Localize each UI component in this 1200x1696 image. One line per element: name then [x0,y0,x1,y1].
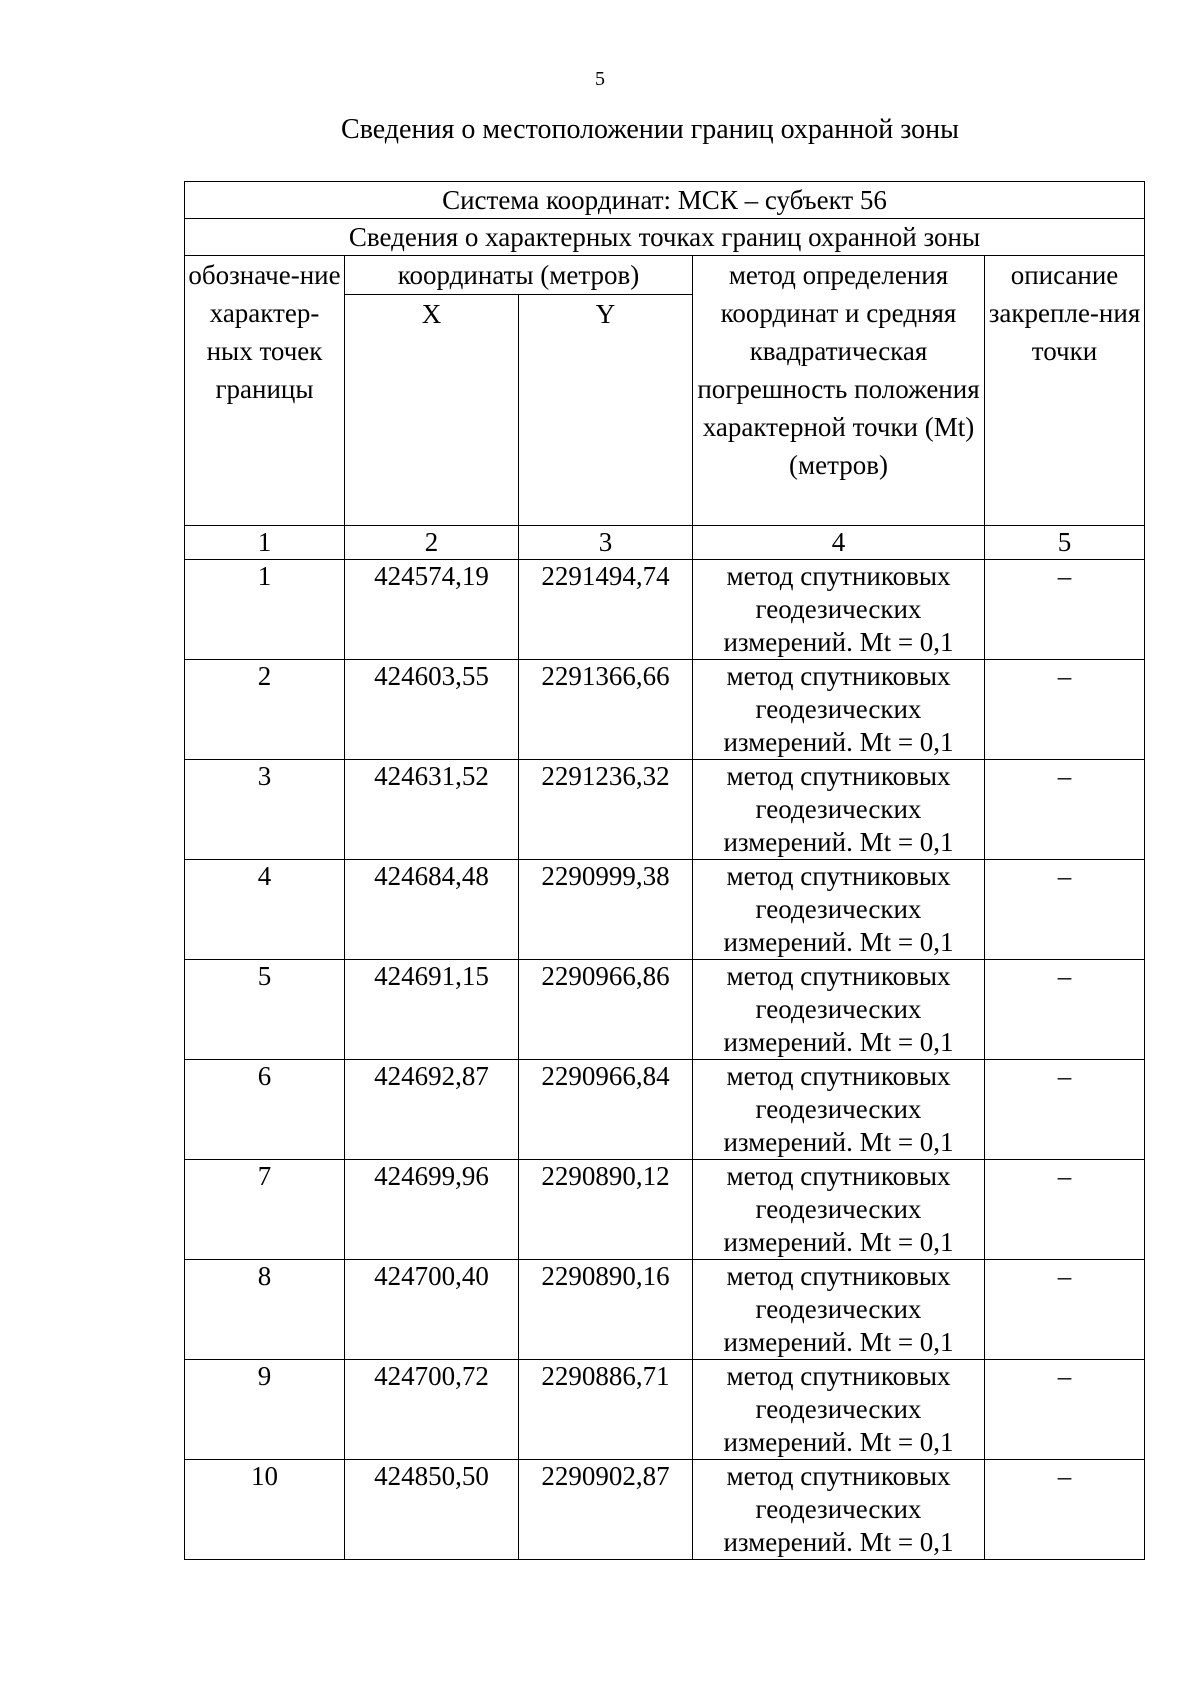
y-coordinate-cell: 2290902,87 [519,1460,693,1560]
method-cell [693,1360,985,1460]
method-text-line: геодезических [755,1194,922,1224]
method-text-line: геодезических [755,1094,922,1124]
table-header-row [185,182,1145,219]
method-text-line: метод спутниковых [726,561,951,591]
method-cell [693,1260,985,1360]
header-coordinates: координаты (метров) [345,256,693,295]
y-coordinate-cell: 2290890,12 [519,1160,693,1260]
method-text-line: метод спутниковых [726,861,951,891]
y-coordinate-cell: 2291236,32 [519,760,693,860]
table-row [185,1260,1145,1360]
method-text-line: измерений. Mt = 0,1 [723,1527,954,1557]
method-text-line: измерений. Mt = 0,1 [723,1427,954,1457]
header-x: X [345,295,519,526]
column-number: 4 [693,526,985,560]
method-text-line: геодезических [755,794,922,824]
header-y: Y [519,295,693,526]
y-coordinate-cell: 2290966,84 [519,1060,693,1160]
method-text-line: метод спутниковых [726,761,951,791]
y-coordinate-cell: 2290886,71 [519,1360,693,1460]
method-cell [693,560,985,660]
header-description: описание закрепле-ния точки [985,256,1145,526]
method-text-line: измерений. Mt = 0,1 [723,627,954,657]
point-number-cell: 7 [185,1160,345,1260]
method-cell [693,860,985,960]
description-cell: – [985,560,1145,660]
table-header-row [185,256,1145,295]
description-cell: – [985,660,1145,760]
column-number: 1 [185,526,345,560]
column-number: 3 [519,526,693,560]
x-coordinate-cell: 424631,52 [345,760,519,860]
method-text-line: метод спутниковых [726,1261,951,1291]
method-text-line: метод спутниковых [726,1361,951,1391]
header-designation: обозначе-ние характер-ных точек границы [185,256,345,526]
method-text-line: измерений. Mt = 0,1 [723,727,954,757]
method-cell [693,960,985,1060]
y-coordinate-cell: 2290966,86 [519,960,693,1060]
x-coordinate-cell: 424684,48 [345,860,519,960]
table-row [185,660,1145,760]
method-text-line: геодезических [755,894,922,924]
description-cell: – [985,960,1145,1060]
method-text-line: измерений. Mt = 0,1 [723,1127,954,1157]
x-coordinate-cell: 424700,40 [345,1260,519,1360]
description-cell: – [985,1460,1145,1560]
coordinates-table [184,181,1145,1560]
column-number: 2 [345,526,519,560]
point-number-cell: 5 [185,960,345,1060]
method-text-line: метод спутниковых [726,1461,951,1491]
description-cell: – [985,1060,1145,1160]
method-text-line: измерений. Mt = 0,1 [723,1227,954,1257]
header-method: метод определения координат и средняя квадратическая погрешность положения характерной точки (Mt) (метров) [693,256,985,526]
point-number-cell: 10 [185,1460,345,1560]
y-coordinate-cell: 2290999,38 [519,860,693,960]
table-body [185,560,1145,1560]
x-coordinate-cell: 424691,15 [345,960,519,1060]
method-text-line: измерений. Mt = 0,1 [723,927,954,957]
page-title: Сведения о местоположении границ охранной зоны [341,114,959,145]
method-text-line: геодезических [755,694,922,724]
table-row [185,960,1145,1060]
method-text-line: метод спутниковых [726,661,951,691]
table-row [185,1460,1145,1560]
x-coordinate-cell: 424700,72 [345,1360,519,1460]
x-coordinate-cell: 424699,96 [345,1160,519,1260]
table-row [185,560,1145,660]
description-cell: – [985,1160,1145,1260]
method-cell [693,660,985,760]
points-info-cell: Сведения о характерных точках границ охранной зоны [185,219,1145,256]
description-cell: – [985,1260,1145,1360]
description-cell: – [985,760,1145,860]
column-number-row [185,526,1145,560]
method-text-line: измерений. Mt = 0,1 [723,1327,954,1357]
method-cell [693,1160,985,1260]
y-coordinate-cell: 2291494,74 [519,560,693,660]
point-number-cell: 8 [185,1260,345,1360]
y-coordinate-cell: 2291366,66 [519,660,693,760]
point-number-cell: 4 [185,860,345,960]
table-row [185,1360,1145,1460]
table-header-row [185,219,1145,256]
method-text-line: геодезических [755,1394,922,1424]
x-coordinate-cell: 424850,50 [345,1460,519,1560]
column-number: 5 [985,526,1145,560]
method-text-line: геодезических [755,594,922,624]
x-coordinate-cell: 424574,19 [345,560,519,660]
method-text-line: геодезических [755,1494,922,1524]
x-coordinate-cell: 424603,55 [345,660,519,760]
method-cell [693,1060,985,1160]
method-text-line: геодезических [755,994,922,1024]
x-coordinate-cell: 424692,87 [345,1060,519,1160]
description-cell: – [985,1360,1145,1460]
coordinate-system-cell: Система координат: МСК – субъект 56 [185,182,1145,219]
method-text-line: метод спутниковых [726,1161,951,1191]
table-row [185,760,1145,860]
point-number-cell: 9 [185,1360,345,1460]
y-coordinate-cell: 2290890,16 [519,1260,693,1360]
method-cell [693,1460,985,1560]
point-number-cell: 3 [185,760,345,860]
method-text-line: метод спутниковых [726,1061,951,1091]
table-row [185,1060,1145,1160]
table-row [185,1160,1145,1260]
point-number-cell: 6 [185,1060,345,1160]
page-number: 5 [595,68,605,90]
point-number-cell: 2 [185,660,345,760]
table-row [185,860,1145,960]
point-number-cell: 1 [185,560,345,660]
method-text-line: измерений. Mt = 0,1 [723,827,954,857]
method-cell [693,760,985,860]
method-text-line: геодезических [755,1294,922,1324]
description-cell: – [985,860,1145,960]
method-text-line: метод спутниковых [726,961,951,991]
method-text-line: измерений. Mt = 0,1 [723,1027,954,1057]
